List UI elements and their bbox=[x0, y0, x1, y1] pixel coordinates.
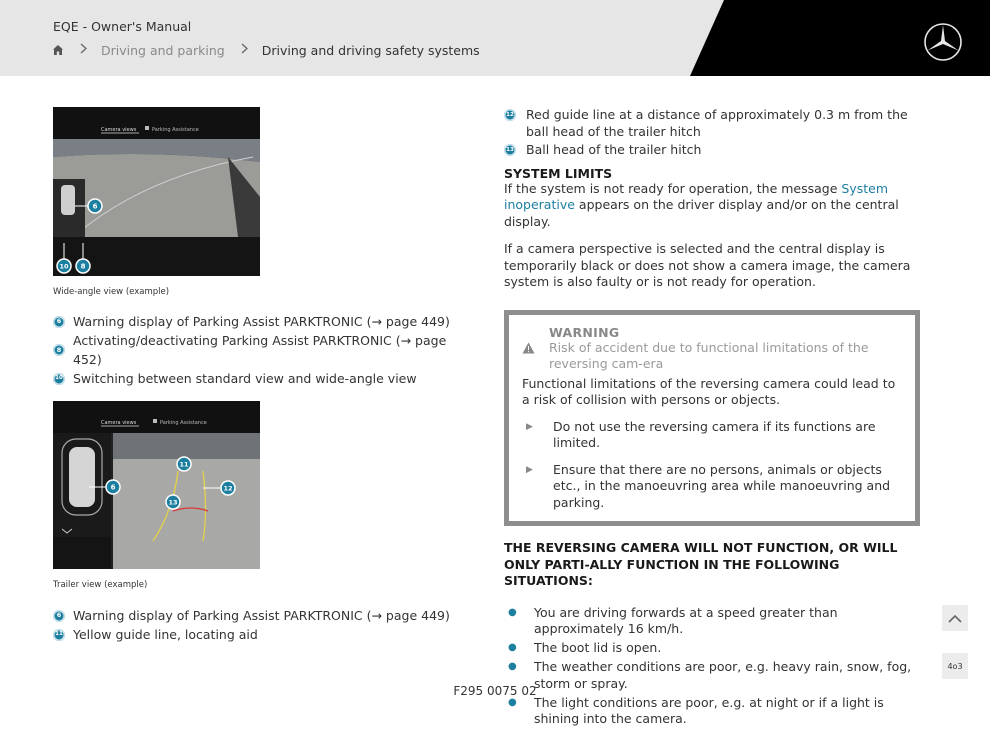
marker-12: 12 bbox=[223, 484, 233, 493]
camera-views-tab: Camera views bbox=[101, 127, 137, 133]
scroll-to-top-button[interactable] bbox=[942, 605, 968, 631]
callout-number-badge: 6 bbox=[53, 316, 65, 328]
bullet-text: You are driving forwards at a speed greater than approximately 16 km/h. bbox=[534, 604, 838, 636]
list-item bbox=[53, 625, 453, 644]
callout-number-badge: 8 bbox=[53, 344, 65, 356]
brand-star-logo-icon bbox=[923, 22, 963, 62]
chevron-right-icon bbox=[241, 42, 248, 58]
system-inoperative-paragraph bbox=[504, 181, 920, 231]
left-column bbox=[53, 107, 453, 644]
list-item bbox=[53, 606, 453, 625]
breadcrumb-driving-and-parking[interactable]: Driving and parking bbox=[101, 42, 225, 58]
warning-body: Functional limitations of the reversing camera could lead to a risk of collision with persons or objects. bbox=[522, 375, 896, 407]
camera-views-tab: Camera views bbox=[101, 420, 137, 426]
callout-number-badge: 6 bbox=[53, 610, 65, 622]
page-number-button[interactable] bbox=[942, 653, 968, 679]
list-item bbox=[504, 107, 920, 140]
callout-number-badge: 12 bbox=[504, 109, 516, 121]
legend-text: Red guide line at a distance of approximately 0.3 m from the ball head of the trailer hitch bbox=[526, 107, 908, 139]
bullet-icon: ● bbox=[508, 696, 517, 708]
chevron-up-icon bbox=[948, 614, 962, 623]
system-inoperative-message: System inoperative bbox=[504, 180, 889, 212]
bullet-icon: ● bbox=[508, 606, 517, 618]
page-number-text: 4o3 bbox=[947, 661, 963, 671]
bullet-text: The weather conditions are poor, e.g. heavy rain, snow, fog, storm or spray. bbox=[534, 659, 912, 691]
bullet-text: The light conditions are poor, e.g. at night or if a light is shining into the camera. bbox=[534, 694, 884, 726]
list-item bbox=[504, 695, 920, 728]
warning-risk-text: Risk of accident due to functional limitations of the reversing cam-era bbox=[549, 339, 869, 371]
paragraph-text: appears on the driver display and/or on the central display. bbox=[504, 197, 899, 229]
warning-instruction: Ensure that there are no persons, animals or objects etc., in the manoeuvring area while manoeuvring and parking. bbox=[553, 461, 891, 510]
warning-box bbox=[504, 310, 920, 527]
camera-faulty-paragraph: If a camera perspective is selected and the central display is temporarily black or does not show a camera image, the camera system is also faulty or is not ready for operation. bbox=[504, 241, 911, 289]
right-column bbox=[504, 107, 920, 730]
figure2-legend bbox=[53, 606, 453, 644]
callout-number-badge: 11 bbox=[53, 629, 65, 641]
parking-assistance-tab: Parking Assistance bbox=[160, 420, 207, 426]
marker-6: 6 bbox=[110, 483, 116, 492]
triangle-right-icon: ▶ bbox=[526, 464, 533, 475]
chevron-right-icon bbox=[80, 42, 87, 58]
breadcrumb bbox=[52, 42, 480, 58]
callout-number-badge: 13 bbox=[504, 144, 516, 156]
marker-10: 10 bbox=[59, 262, 69, 271]
legend-text[interactable]: Warning display of Parking Assist PARKTRONIC (→ page 449) bbox=[73, 608, 450, 623]
warning-instruction: Do not use the reversing camera if its functions are limited. bbox=[553, 418, 876, 450]
trailer-view-image bbox=[53, 401, 260, 569]
figure1-legend bbox=[53, 312, 453, 388]
figure-caption: Trailer view (example) bbox=[53, 580, 148, 590]
marker-13: 13 bbox=[168, 498, 178, 507]
callout-number-badge: 10 bbox=[53, 373, 65, 385]
legend-text: Switching between standard view and wide-angle view bbox=[73, 371, 417, 386]
list-item bbox=[504, 640, 920, 657]
list-item bbox=[53, 312, 453, 331]
wide-angle-view-image bbox=[53, 107, 260, 276]
breadcrumb-current: Driving and driving safety systems bbox=[261, 42, 480, 58]
list-item bbox=[522, 419, 903, 452]
list-item bbox=[504, 605, 920, 638]
marker-11: 11 bbox=[179, 460, 189, 469]
marker-8: 8 bbox=[80, 262, 86, 271]
warning-title: WARNING bbox=[549, 324, 620, 340]
marker-6: 6 bbox=[92, 202, 98, 211]
parking-assistance-tab: Parking Assistance bbox=[152, 127, 199, 133]
figure-caption: Wide-angle view (example) bbox=[53, 287, 170, 297]
legend-text[interactable]: Activating/deactivating Parking Assist PARKTRONIC (→ page 452) bbox=[73, 333, 447, 367]
paragraph-text: If the system is not ready for operation, the message bbox=[504, 180, 842, 196]
situations-list bbox=[504, 605, 920, 728]
bullet-text: The boot lid is open. bbox=[534, 640, 662, 655]
header-bar bbox=[0, 0, 990, 76]
legend-text[interactable]: Warning display of Parking Assist PARKTRONIC (→ page 449) bbox=[73, 314, 450, 329]
warning-header bbox=[522, 325, 903, 373]
image-reference-code: F295 0075 02 bbox=[453, 684, 537, 698]
bullet-icon: ● bbox=[508, 661, 517, 672]
situations-heading: THE REVERSING CAMERA WILL NOT FUNCTION, OR WILL ONLY PARTI-ALLY FUNCTION IN THE FOLLOWING SITUATIONS: bbox=[504, 540, 898, 588]
warning-triangle-icon bbox=[522, 339, 535, 373]
list-item bbox=[53, 369, 453, 388]
legend-text: Ball head of the trailer hitch bbox=[526, 142, 702, 157]
triangle-right-icon: ▶ bbox=[526, 421, 533, 432]
system-limits-heading: SYSTEM LIMITS bbox=[504, 165, 613, 181]
bullet-icon: ● bbox=[508, 642, 517, 653]
list-item bbox=[522, 462, 903, 512]
home-icon[interactable] bbox=[52, 44, 64, 56]
legend-text: Yellow guide line, locating aid bbox=[73, 627, 258, 642]
app-title: EQE - Owner's Manual bbox=[53, 19, 192, 34]
list-item bbox=[53, 331, 453, 369]
list-item bbox=[504, 142, 920, 159]
